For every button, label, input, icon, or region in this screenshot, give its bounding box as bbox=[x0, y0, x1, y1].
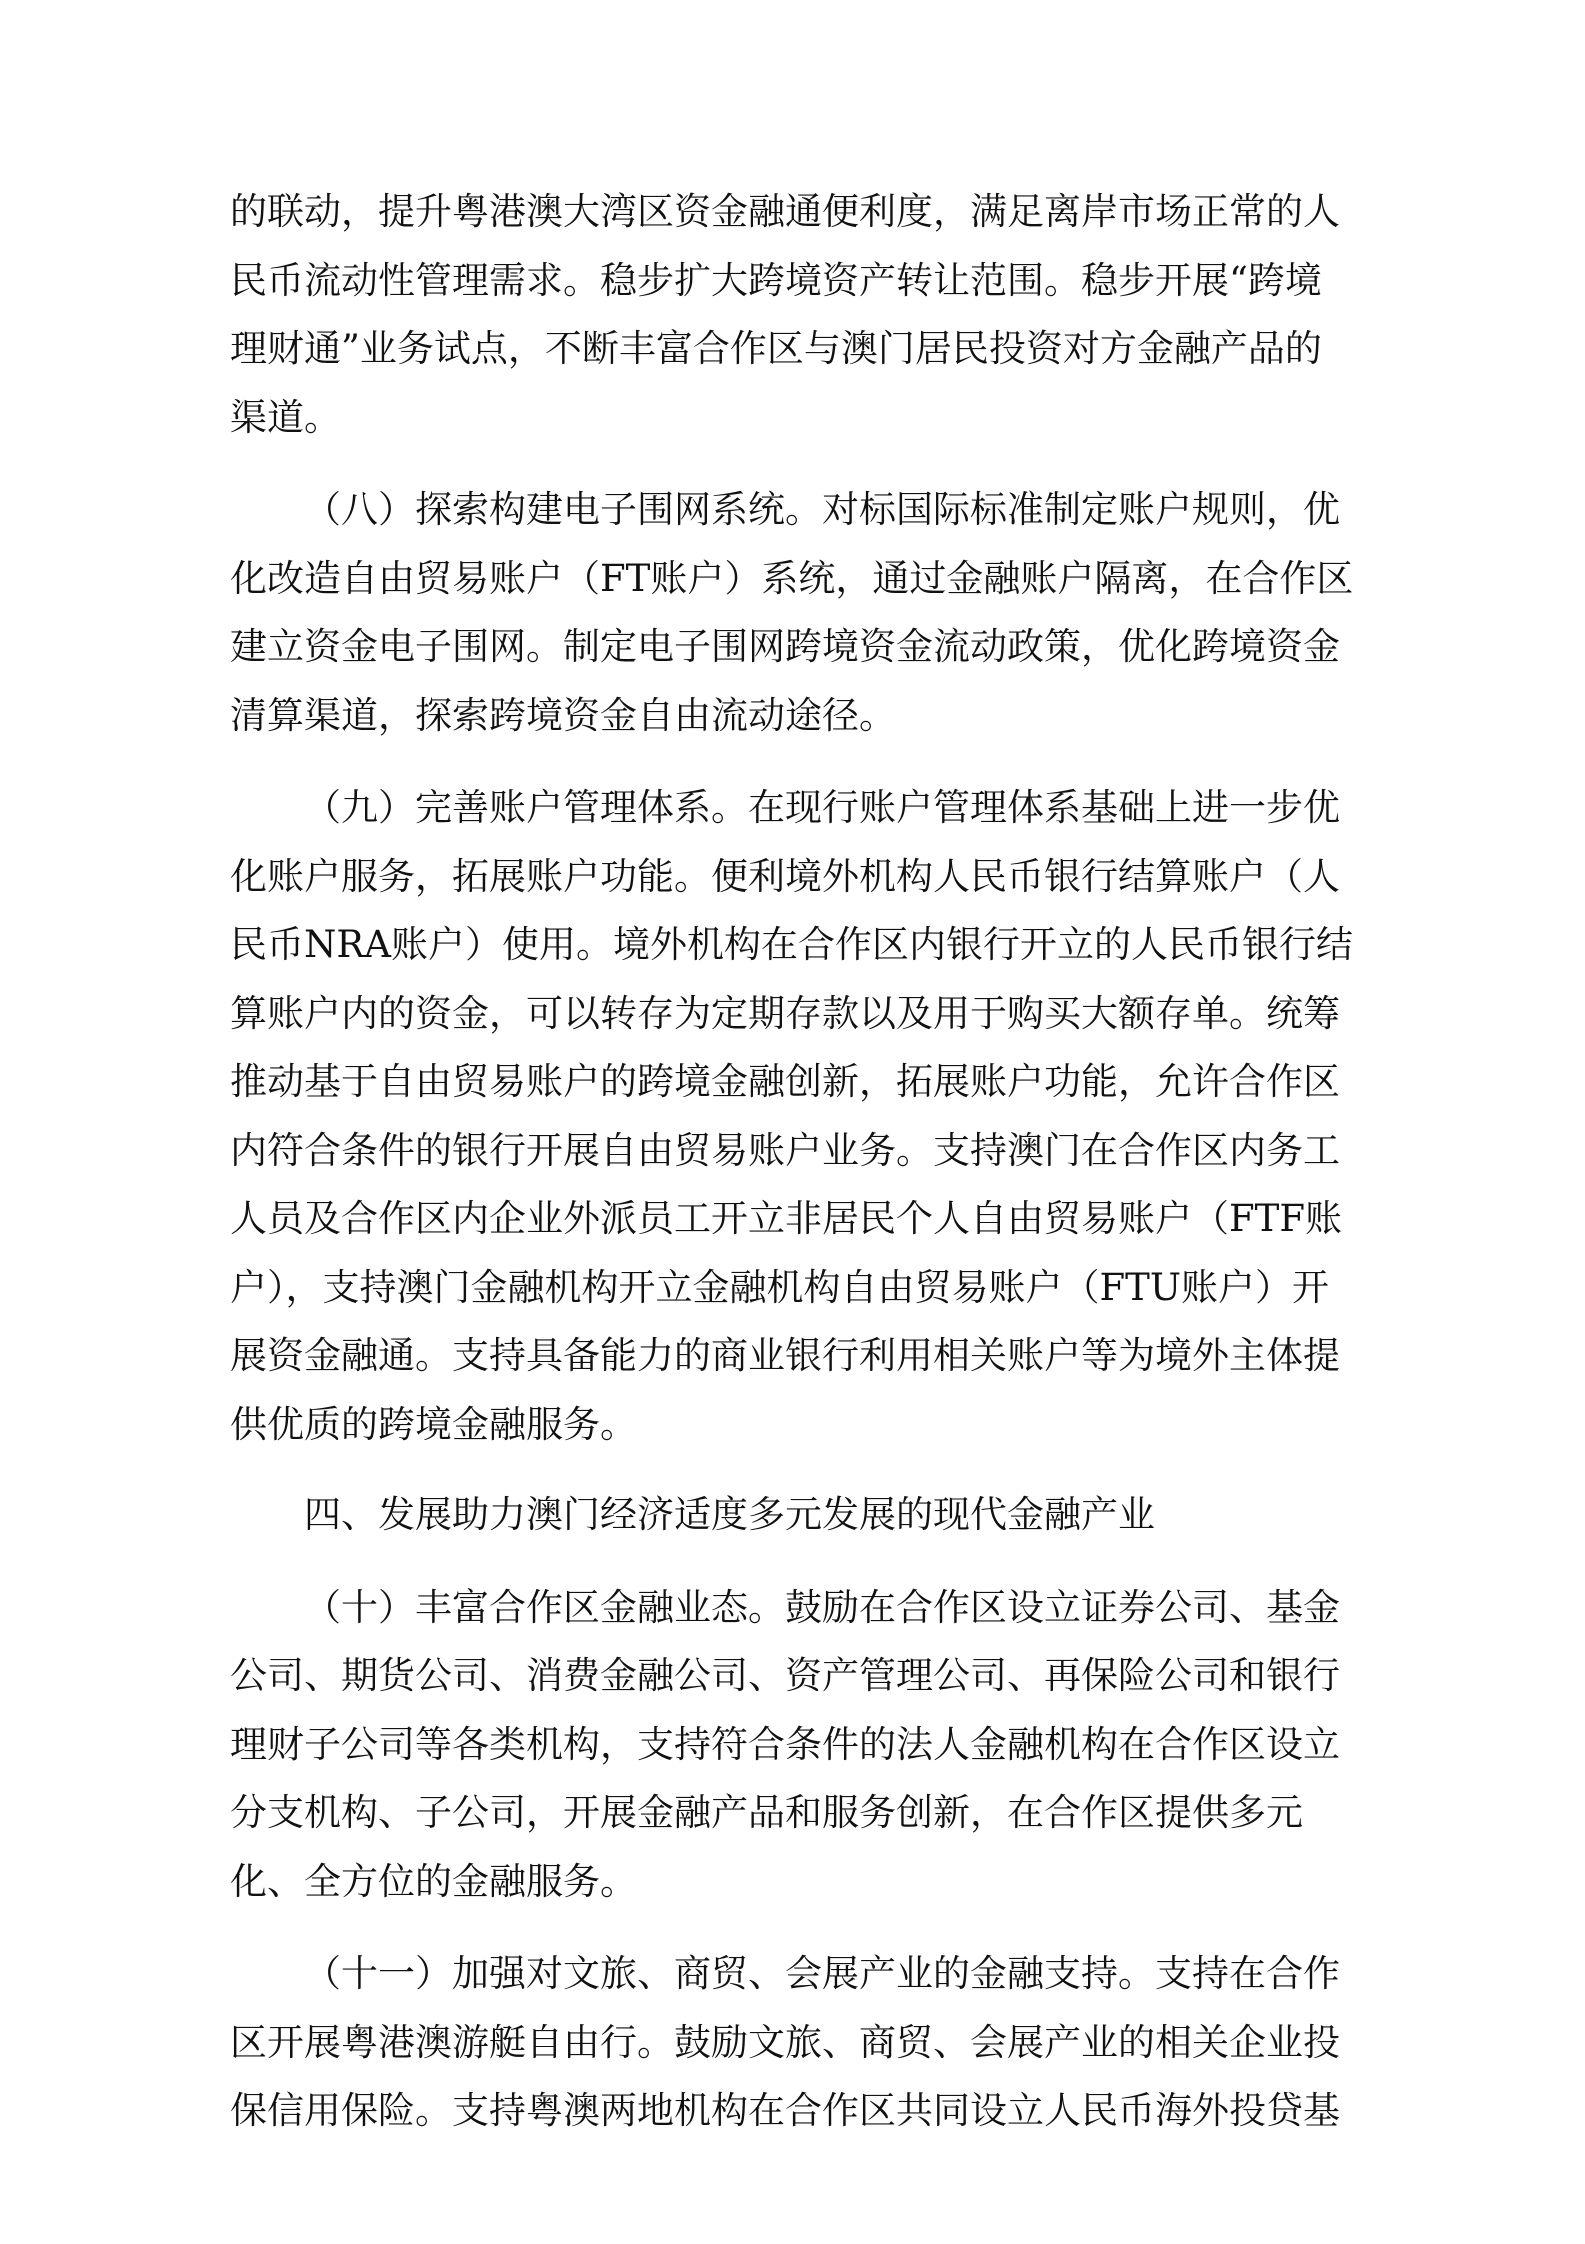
text-line: 四、发展助力澳门经济适度多元发展的现代金融产业 bbox=[304, 1493, 1155, 1536]
text-line: 化改造自由贸易账户（FT账户）系统，通过金融账户隔离，在合作区 bbox=[230, 556, 1354, 600]
paragraph-spacer bbox=[230, 1459, 1350, 1481]
text-line: 人员及合作区内企业外派员工开立非居民个人自由贸易账户（FTF账 bbox=[230, 1197, 1343, 1240]
paragraph bbox=[230, 1940, 1350, 2146]
text-line: 民币流动性管理需求。稳步扩大跨境资产转让范围。稳步开展“跨境 bbox=[230, 258, 1322, 302]
text-line: （九）完善账户管理体系。在现行账户管理体系基础上进一步优 bbox=[304, 786, 1340, 829]
section-heading bbox=[230, 1481, 1350, 1550]
paragraph-spacer bbox=[230, 1916, 1350, 1940]
text-line: （十一）加强对文旅、商贸、会展产业的金融支持。支持在合作 bbox=[304, 1952, 1340, 1995]
paragraph bbox=[230, 178, 1350, 452]
paragraph-spacer bbox=[230, 452, 1350, 476]
text-line: 推动基于自由贸易账户的跨境金融创新，拓展账户功能，允许合作区 bbox=[230, 1060, 1340, 1103]
text-line: 保信用保险。支持粤澳两地机构在合作区共同设立人民币海外投贷基 bbox=[230, 2089, 1340, 2132]
text-line: 化、全方位的金融服务。 bbox=[230, 1859, 637, 1903]
text-line: 建立资金电子围网。制定电子围网跨境资金流动政策，优化跨境资金 bbox=[230, 625, 1340, 668]
text-line: 理财子公司等各类机构，支持符合条件的法人金融机构在合作区设立 bbox=[230, 1722, 1340, 1766]
document-page bbox=[230, 178, 1354, 2146]
text-line: 展资金融通。支持具备能力的商业银行利用相关账户等为境外主体提 bbox=[230, 1334, 1340, 1377]
text-line: 供优质的跨境金融服务。 bbox=[230, 1402, 637, 1446]
text-line: 民币NRA账户）使用。境外机构在合作区内银行开立的人民币银行结 bbox=[230, 923, 1353, 966]
text-line: 化账户服务，拓展账户功能。便利境外机构人民币银行结算账户（人 bbox=[230, 854, 1340, 898]
text-line: 区开展粤港澳游艇自由行。鼓励文旅、商贸、会展产业的相关企业投 bbox=[230, 2020, 1340, 2064]
text-line: 算账户内的资金，可以转存为定期存款以及用于购买大额存单。统筹 bbox=[230, 991, 1340, 1035]
paragraph bbox=[230, 774, 1353, 1459]
text-line: 内符合条件的银行开展自由贸易账户业务。支持澳门在合作区内务工 bbox=[230, 1128, 1340, 1172]
text-line: （八）探索构建电子围网系统。对标国际标准制定账户规则，优 bbox=[304, 488, 1340, 531]
paragraph-spacer bbox=[230, 1550, 1350, 1574]
text-line: 的联动，提升粤港澳大湾区资金融通便利度，满足离岸市场正常的人 bbox=[230, 190, 1340, 233]
text-line: 公司、期货公司、消费金融公司、资产管理公司、再保险公司和银行 bbox=[230, 1654, 1340, 1697]
paragraph-spacer bbox=[230, 750, 1350, 774]
text-line: 户），支持澳门金融机构开立金融机构自由贸易账户（FTU账户）开 bbox=[230, 1265, 1330, 1309]
text-line: （十）丰富合作区金融业态。鼓励在合作区设立证券公司、基金 bbox=[304, 1585, 1340, 1629]
text-line: 清算渠道，探索跨境资金自由流动途径。 bbox=[230, 693, 896, 737]
paragraph bbox=[230, 1574, 1350, 1917]
paragraph bbox=[230, 476, 1354, 750]
text-line: 渠道。 bbox=[230, 395, 341, 439]
text-line: 分支机构、子公司，开展金融产品和服务创新，在合作区提供多元 bbox=[230, 1791, 1303, 1834]
text-line: 理财通”业务试点，不断丰富合作区与澳门居民投资对方金融产品的 bbox=[230, 327, 1322, 370]
